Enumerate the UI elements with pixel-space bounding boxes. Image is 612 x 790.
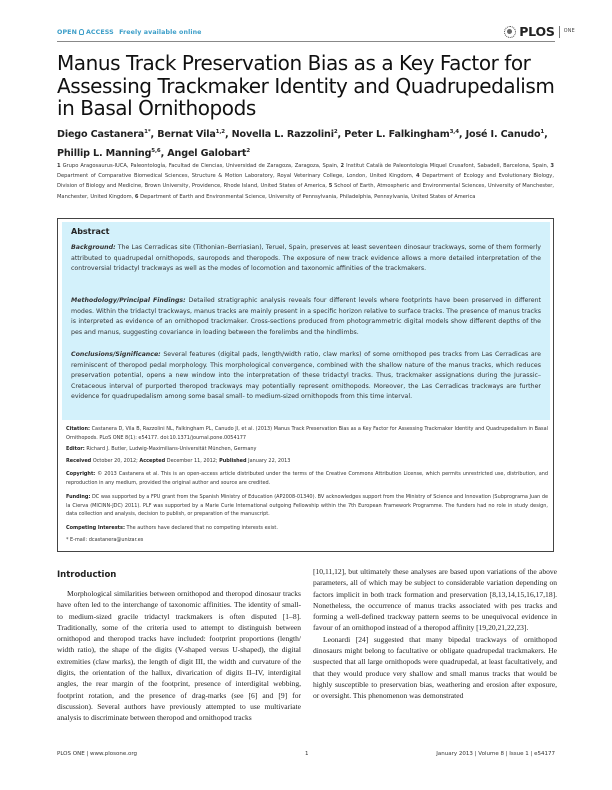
author: Novella L. Razzolini$^2$,	[231, 129, 345, 140]
abstract-heading: Abstract	[71, 227, 110, 236]
author: Bernat Vila$^{1,2}$,	[157, 129, 232, 140]
journal-sub: ONE	[563, 29, 575, 34]
plos-logo-icon	[504, 26, 516, 38]
citation: Citation: Castanera D, Vila B, Razzolini NL, Falkingham PL, Canudo JI, et al. (2013) Manus Track Preservation Bias as a Key Factor for Assessing Trackmaker Identity and Quadrupedalism in Basal Ornithopods. PLoS ONE 8(1): e54177. doi:10.1371/journal.pone.0054177	[66, 426, 548, 441]
open-access-lock-icon	[79, 29, 84, 35]
contact-email[interactable]: * E-mail: dcastanera@unizar.es	[66, 537, 144, 543]
body-paragraph: Morphological similarities between ornithopod and theropod dinosaur tracks have often led to the interchange of taxonomic affinities. The identity of small- to medium-sized gracile tridactyl trackmakers is often disputed [1–8]. Traditionally, some of the criteria used to attempt to distinguish between ornithopod and theropod tracks have included: footprint proportions (length/ width ratio), the shape of the digits (V-shaped versus U-shaped), the digital extremities (claw marks), the length of digit III, the width and curvature of the digits, the orientation of the hallux, divarication of digits II–IV, interdigital angles, the rear margin of the footprint, presence of interdigital webbing, footprint rotation, and the presence of drag-marks (see [6] and [9] for discussion). Several authors have previously attempted to use multivariate analysis to discriminate between theropod and ornithopod tracks	[57, 589, 301, 723]
abstract-conclusions: Conclusions/Significance: Several features (digital pads, length/width ratio, claw marks) of some ornithopod pes tracks from Las Cerradicas are reminiscent of theropod pedal morphology. This morphological convergence, combined with the shallow nature of the manus tracks, which reduces preservation potential, opens a new window into the interpretation of these tridactyl tracks. Thus, trackmaker assignations during the Jurassic–Cretaceous interval of purported theropod trackways may potentially represent ornithopods. Moreover, the Las Cerradicas trackways are further evidence for quadrupedalism among some basal small- to medium-sized ornithopods from this time interval.	[71, 351, 541, 400]
author: Peter L. Falkingham$^{3,4}$,	[344, 129, 466, 140]
left-column	[57, 588, 301, 724]
access-label: ACCESS	[85, 29, 114, 36]
editor: Editor: Richard J. Butler, Ludwig-Maximilians-Universität München, Germany	[66, 446, 257, 452]
header-rule	[57, 41, 555, 42]
abstract-background: Background: The Las Cerradicas site (Tithonian–Berriasian), Teruel, Spain, preserves at least seventeen dinosaur trackways, some of them formerly attributed to quadrupedal ornithopods, sauropods and theropods. The exposure of new track evidence allows a more detailed interpretation of the controversial tridactyl trackways as well as the modes of locomotion and taxonomic affinities of the trackmakers.	[71, 244, 541, 272]
logo-divider	[559, 26, 560, 38]
abstract-methods: Methodology/Principal Findings: Detailed stratigraphic analysis reveals four different levels where footprints have been preserved in different modes. Within the tridactyl trackways, manus tracks are mainly present in a specific horizon relative to surface tracks. The presence of manus tracks is interpreted as evidence of an ornithopod trackmaker. Cross-sections produced from photogrammetric digital models show different depths of the pes and manus, suggesting covariance in loading between the forelimbs and the hindlimbs.	[71, 297, 541, 336]
body-paragraph: Leonardi [24] suggested that many bipedal trackways of ornithopod dinosaurs might belong to facultative or obligate quadrupedal trackmakers. He suspected that all large ornithopods were quadrupedal, at least facultatively, and that they would produce very shallow and small manus tracks that would be highly susceptible to preservation bias, weathering and erosion after exposure, or oversight. This phenomenon was demonstrated	[313, 634, 557, 701]
journal-brand: PLOS	[519, 24, 555, 39]
body-paragraph: [10,11,12], but ultimately these analyses are based upon variations of the above parameters, all of which may be subject to considerable variation depending on factors implicit in both track formation and preservation [8,13,14,15,16,17,18]. Nonetheless, the occurrence of manus tracks associated with pes tracks and forming a well-defined trackway pattern seems to be unequivocal evidence in favour of an ornithopod instead of a theropod affinity [19,20,21,22,23].	[313, 567, 557, 633]
footer-issue: January 2013 | Volume 8 | Issue 1 | e54177	[436, 751, 555, 757]
introduction-heading: Introduction	[57, 570, 117, 580]
freely-available-label: Freely available online	[119, 29, 202, 36]
author: Phillip L. Manning$^{5,6}$,	[57, 148, 168, 159]
affiliations: 1 Grupo Aragosaurus-IUCA, Paleontología, Facultad de Ciencias, Universidad de Zaragoza, Zaragoza, Spain, 2 Institut Català de Paleontologia Miquel Crusafont, Sabadell, Barcelona, Spain, 3 Department of Comparative Biomedical Sciences, Structure & Motion Laboratory, Royal Veterinary College, London, United Kingdom, 4 Department of Ecology and Evolutionary Biology, Division of Biology and Medicine, Brown University, Providence, Rhode Island, United States of America, 5 School of Earth, Atmospheric and Environmental Sciences, University of Manchester, Manchester, United Kingdom, 6 Department of Earth and Environmental Science, University of Pennsylvania, Philadelphia, Pennsylvania, United States of America	[57, 163, 554, 200]
dates: Received October 20, 2012; Accepted December 11, 2012; Published January 22, 2013	[66, 458, 291, 464]
competing-interests: Competing Interests: The authors have declared that no competing interests exist.	[66, 525, 278, 531]
footer-journal: PLOS ONE | www.plosone.org	[57, 751, 138, 757]
author: José I. Canudo$^1$,	[465, 129, 548, 140]
author: Diego Castanera$^{1*}$,	[57, 129, 158, 140]
page-number: 1	[305, 751, 309, 757]
right-column	[313, 566, 557, 702]
open-access-banner	[57, 29, 202, 36]
author: Angel Galobart$^2$	[167, 148, 251, 159]
copyright: Copyright: © 2013 Castanera et al. This is an open-access article distributed under the terms of the Creative Commons Attribution License, which permits unrestricted use, distribution, and reproduction in any medium, provided the original author and source are credited.	[66, 471, 549, 486]
journal-logo	[504, 24, 575, 39]
funding: Funding: DC was supported by a FPU grant from the Spanish Ministry of Education (AP2008-01340). BV acknowledges support from the Ministry of Science and Innovation (Subprograma Juan de la Cierva (MICINN-JDC) 2011). PLF was supported by a Marie Curie International outgoing Fellowship within the 7th European Framework Programme. The funders had no role in study design, data collection and analysis, decision to publish, or preparation of the manuscript.	[66, 494, 548, 518]
open-label: OPEN	[57, 29, 77, 36]
author-list	[57, 124, 567, 162]
paper-title: Manus Track Preservation Bias as a Key Factor for Assessing Trackmaker Identity and Quadrupedalism in Basal Ornithopods	[57, 51, 555, 120]
